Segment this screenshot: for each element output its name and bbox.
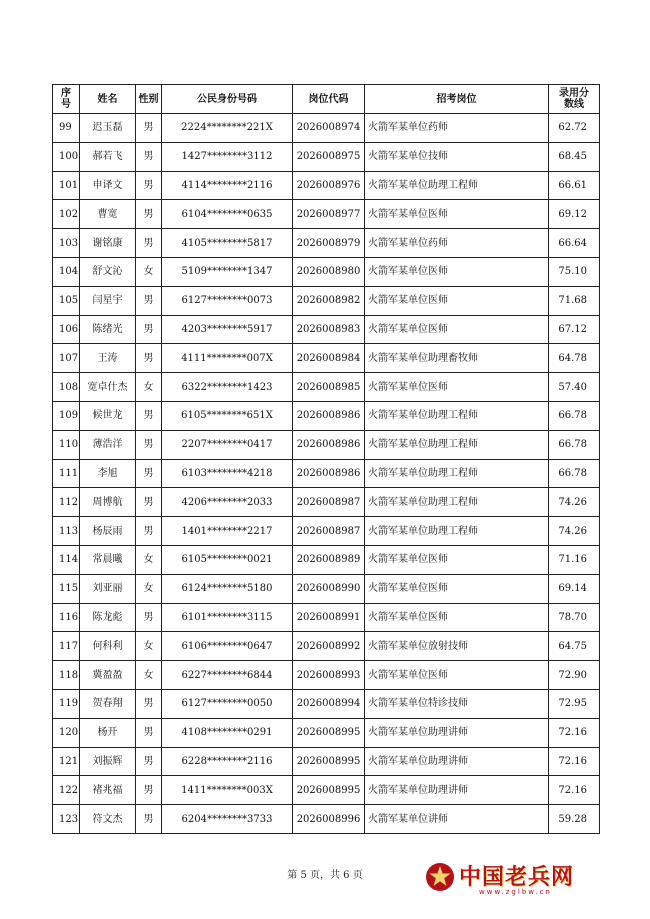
cell-score: 66.78: [549, 401, 600, 430]
cell-post-title: 火箭军某单位助理畜牧师: [365, 344, 549, 373]
cell-gender: 女: [136, 545, 162, 574]
cell-seq: 101: [53, 171, 80, 200]
cell-post-title: 火箭军某单位医师: [365, 315, 549, 344]
cell-name: 李旭: [80, 459, 136, 488]
cell-name: 褚兆福: [80, 776, 136, 805]
table-row: [53, 776, 600, 805]
cell-name: 贺春翔: [80, 689, 136, 718]
table-row: [53, 401, 600, 430]
cell-name: 候世龙: [80, 401, 136, 430]
cell-id-number: 4111********007X: [162, 344, 293, 373]
cell-name: 曹宽: [80, 200, 136, 229]
cell-id-number: 6127********0050: [162, 689, 293, 718]
cell-post-title: 火箭军某单位医师: [365, 373, 549, 402]
cell-id-number: 6322********1423: [162, 373, 293, 402]
cell-seq: 123: [53, 805, 80, 834]
admission-table: [52, 84, 600, 834]
cell-gender: 男: [136, 430, 162, 459]
table-row: [53, 229, 600, 258]
cell-post-title: 火箭军某单位医师: [365, 257, 549, 286]
cell-id-number: 6228********2116: [162, 747, 293, 776]
cell-post-code: 2026008995: [293, 776, 365, 805]
header-id: 公民身份号码: [162, 85, 293, 114]
table-row: [53, 373, 600, 402]
cell-seq: 120: [53, 718, 80, 747]
cell-score: 78.70: [549, 603, 600, 632]
cell-name: 谢铭康: [80, 229, 136, 258]
cell-name: 符文杰: [80, 805, 136, 834]
table-row: [53, 257, 600, 286]
cell-post-title: 火箭军某单位医师: [365, 545, 549, 574]
cell-post-title: 火箭军某单位助理工程师: [365, 430, 549, 459]
cell-id-number: 1401********2217: [162, 517, 293, 546]
cell-name: 杨辰雨: [80, 517, 136, 546]
watermark-text: 中国老兵网: [459, 864, 575, 890]
cell-score: 66.78: [549, 459, 600, 488]
cell-seq: 99: [53, 114, 80, 143]
table-row: [53, 200, 600, 229]
cell-seq: 107: [53, 344, 80, 373]
cell-gender: 女: [136, 661, 162, 690]
cell-name: 陈龙彪: [80, 603, 136, 632]
cell-id-number: 4203********5917: [162, 315, 293, 344]
cell-gender: 男: [136, 718, 162, 747]
cell-name: 杨开: [80, 718, 136, 747]
cell-score: 66.61: [549, 171, 600, 200]
cell-name: 迟玉磊: [80, 114, 136, 143]
cell-name: 常晨曦: [80, 545, 136, 574]
cell-gender: 男: [136, 229, 162, 258]
table-row: [53, 114, 600, 143]
cell-id-number: 6101********3115: [162, 603, 293, 632]
cell-score: 67.12: [549, 315, 600, 344]
cell-seq: 113: [53, 517, 80, 546]
cell-gender: 女: [136, 632, 162, 661]
table-row: [53, 315, 600, 344]
cell-post-code: 2026008987: [293, 517, 365, 546]
cell-score: 57.40: [549, 373, 600, 402]
cell-score: 68.45: [549, 142, 600, 171]
cell-post-code: 2026008986: [293, 401, 365, 430]
cell-score: 74.26: [549, 488, 600, 517]
cell-post-code: 2026008985: [293, 373, 365, 402]
cell-post-code: 2026008996: [293, 805, 365, 834]
cell-score: 64.75: [549, 632, 600, 661]
cell-id-number: 6106********0647: [162, 632, 293, 661]
cell-post-code: 2026008994: [293, 689, 365, 718]
cell-gender: 男: [136, 315, 162, 344]
cell-score: 75.10: [549, 257, 600, 286]
cell-seq: 103: [53, 229, 80, 258]
cell-post-code: 2026008995: [293, 747, 365, 776]
cell-post-title: 火箭军某单位助理工程师: [365, 401, 549, 430]
site-watermark: [421, 860, 581, 904]
cell-seq: 116: [53, 603, 80, 632]
cell-name: 郝若飞: [80, 142, 136, 171]
cell-post-code: 2026008984: [293, 344, 365, 373]
table-row: [53, 488, 600, 517]
cell-id-number: 6105********0021: [162, 545, 293, 574]
header-row: [53, 85, 600, 114]
cell-name: 申译文: [80, 171, 136, 200]
table-row: [53, 286, 600, 315]
cell-score: 64.78: [549, 344, 600, 373]
cell-score: 66.78: [549, 430, 600, 459]
cell-score: 72.16: [549, 747, 600, 776]
watermark-url: www.zglbw.cn: [479, 888, 552, 896]
cell-post-code: 2026008980: [293, 257, 365, 286]
cell-seq: 118: [53, 661, 80, 690]
cell-id-number: 2224********221X: [162, 114, 293, 143]
cell-seq: 105: [53, 286, 80, 315]
cell-gender: 男: [136, 286, 162, 315]
cell-score: 72.95: [549, 689, 600, 718]
cell-score: 71.68: [549, 286, 600, 315]
cell-post-code: 2026008990: [293, 574, 365, 603]
cell-seq: 102: [53, 200, 80, 229]
cell-gender: 女: [136, 257, 162, 286]
cell-score: 72.90: [549, 661, 600, 690]
table-row: [53, 718, 600, 747]
cell-gender: 男: [136, 488, 162, 517]
cell-gender: 男: [136, 805, 162, 834]
cell-id-number: 4108********0291: [162, 718, 293, 747]
cell-post-code: 2026008987: [293, 488, 365, 517]
table-row: [53, 574, 600, 603]
table-body: [53, 114, 600, 834]
cell-gender: 男: [136, 603, 162, 632]
cell-seq: 100: [53, 142, 80, 171]
cell-seq: 112: [53, 488, 80, 517]
cell-id-number: 2207********0417: [162, 430, 293, 459]
cell-post-title: 火箭军某单位助理讲师: [365, 747, 549, 776]
header-name: 姓名: [80, 85, 136, 114]
cell-id-number: 6204********3733: [162, 805, 293, 834]
header-post: 招考岗位: [365, 85, 549, 114]
cell-seq: 115: [53, 574, 80, 603]
cell-id-number: 1411********003X: [162, 776, 293, 805]
cell-id-number: 5109********1347: [162, 257, 293, 286]
cell-seq: 106: [53, 315, 80, 344]
cell-post-code: 2026008993: [293, 661, 365, 690]
header-score: 录用分数线: [549, 85, 600, 114]
cell-score: 69.12: [549, 200, 600, 229]
cell-post-code: 2026008991: [293, 603, 365, 632]
cell-gender: 男: [136, 114, 162, 143]
cell-post-title: 火箭军某单位药师: [365, 229, 549, 258]
table-row: [53, 632, 600, 661]
cell-id-number: 4114********2116: [162, 171, 293, 200]
table-row: [53, 603, 600, 632]
cell-post-title: 火箭军某单位助理工程师: [365, 488, 549, 517]
cell-name: 王涛: [80, 344, 136, 373]
cell-id-number: 4105********5817: [162, 229, 293, 258]
cell-name: 闫星宇: [80, 286, 136, 315]
cell-post-title: 火箭军某单位助理工程师: [365, 459, 549, 488]
cell-post-code: 2026008982: [293, 286, 365, 315]
cell-gender: 男: [136, 344, 162, 373]
cell-post-title: 火箭军某单位医师: [365, 286, 549, 315]
cell-id-number: 1427********3112: [162, 142, 293, 171]
cell-id-number: 6124********5180: [162, 574, 293, 603]
cell-seq: 117: [53, 632, 80, 661]
cell-post-code: 2026008986: [293, 430, 365, 459]
cell-post-code: 2026008976: [293, 171, 365, 200]
table-row: [53, 689, 600, 718]
cell-gender: 男: [136, 747, 162, 776]
cell-post-title: 火箭军某单位助理工程师: [365, 517, 549, 546]
cell-seq: 114: [53, 545, 80, 574]
cell-post-code: 2026008992: [293, 632, 365, 661]
cell-post-title: 火箭军某单位助理讲师: [365, 776, 549, 805]
cell-gender: 男: [136, 200, 162, 229]
cell-post-code: 2026008989: [293, 545, 365, 574]
cell-score: 62.72: [549, 114, 600, 143]
cell-name: 刘振辉: [80, 747, 136, 776]
table-row: [53, 344, 600, 373]
cell-score: 74.26: [549, 517, 600, 546]
cell-gender: 男: [136, 171, 162, 200]
cell-seq: 109: [53, 401, 80, 430]
header-gender: 性别: [136, 85, 162, 114]
table-header: [53, 85, 600, 114]
cell-gender: 男: [136, 142, 162, 171]
table-row: [53, 517, 600, 546]
cell-post-title: 火箭军某单位技师: [365, 142, 549, 171]
cell-seq: 122: [53, 776, 80, 805]
cell-post-title: 火箭军某单位放射技师: [365, 632, 549, 661]
cell-score: 72.16: [549, 776, 600, 805]
table-row: [53, 430, 600, 459]
cell-id-number: 4206********2033: [162, 488, 293, 517]
cell-gender: 男: [136, 401, 162, 430]
cell-id-number: 6227********6844: [162, 661, 293, 690]
cell-score: 69.14: [549, 574, 600, 603]
cell-seq: 110: [53, 430, 80, 459]
table-row: [53, 171, 600, 200]
table-row: [53, 459, 600, 488]
cell-id-number: 6105********651X: [162, 401, 293, 430]
cell-seq: 119: [53, 689, 80, 718]
cell-score: 72.16: [549, 718, 600, 747]
cell-seq: 121: [53, 747, 80, 776]
cell-post-title: 火箭军某单位讲师: [365, 805, 549, 834]
page-number: 第 5 页，共 6 页: [287, 870, 363, 881]
cell-seq: 104: [53, 257, 80, 286]
cell-gender: 女: [136, 373, 162, 402]
cell-post-title: 火箭军某单位医师: [365, 603, 549, 632]
header-seq: 序号: [53, 85, 80, 114]
cell-post-title: 火箭军某单位助理工程师: [365, 171, 549, 200]
cell-id-number: 6103********4218: [162, 459, 293, 488]
cell-post-title: 火箭军某单位药师: [365, 114, 549, 143]
cell-post-title: 火箭军某单位助理讲师: [365, 718, 549, 747]
table-row: [53, 747, 600, 776]
cell-name: 冀盈盈: [80, 661, 136, 690]
cell-post-title: 火箭军某单位医师: [365, 574, 549, 603]
cell-post-code: 2026008986: [293, 459, 365, 488]
cell-post-code: 2026008983: [293, 315, 365, 344]
cell-post-code: 2026008977: [293, 200, 365, 229]
cell-gender: 女: [136, 574, 162, 603]
cell-seq: 111: [53, 459, 80, 488]
cell-name: 宽卓什杰: [80, 373, 136, 402]
cell-name: 何科利: [80, 632, 136, 661]
cell-score: 71.16: [549, 545, 600, 574]
cell-post-title: 火箭军某单位医师: [365, 661, 549, 690]
cell-name: 周博航: [80, 488, 136, 517]
cell-gender: 男: [136, 459, 162, 488]
cell-seq: 108: [53, 373, 80, 402]
cell-post-title: 火箭军某单位特诊技师: [365, 689, 549, 718]
header-code: 岗位代码: [293, 85, 365, 114]
emblem-star-icon: [425, 862, 455, 892]
table-row: [53, 805, 600, 834]
cell-id-number: 6104********0635: [162, 200, 293, 229]
cell-post-title: 火箭军某单位医师: [365, 200, 549, 229]
cell-post-code: 2026008975: [293, 142, 365, 171]
cell-id-number: 6127********0073: [162, 286, 293, 315]
cell-score: 66.64: [549, 229, 600, 258]
cell-name: 舒文沁: [80, 257, 136, 286]
cell-gender: 男: [136, 517, 162, 546]
table-row: [53, 142, 600, 171]
cell-gender: 男: [136, 776, 162, 805]
cell-post-code: 2026008974: [293, 114, 365, 143]
cell-gender: 男: [136, 689, 162, 718]
table-row: [53, 661, 600, 690]
cell-score: 59.28: [549, 805, 600, 834]
cell-post-code: 2026008979: [293, 229, 365, 258]
cell-name: 陈绪光: [80, 315, 136, 344]
cell-name: 刘亚丽: [80, 574, 136, 603]
cell-post-code: 2026008995: [293, 718, 365, 747]
cell-name: 薄浩洋: [80, 430, 136, 459]
table-row: [53, 545, 600, 574]
